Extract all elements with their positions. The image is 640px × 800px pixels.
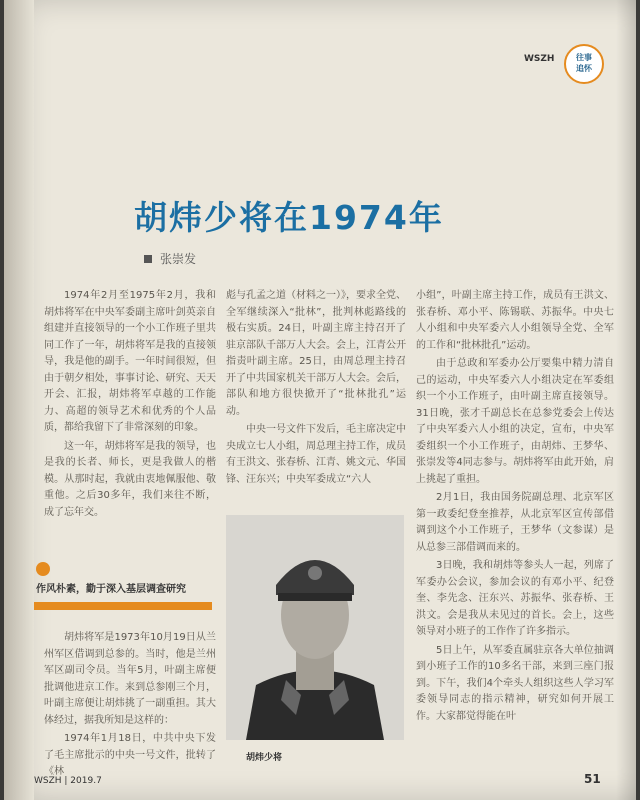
page-edge-shadow xyxy=(616,0,636,800)
badge-top-text: 往事 xyxy=(576,53,592,62)
column-2 xyxy=(226,288,406,490)
portrait-photo xyxy=(226,515,404,740)
paragraph: 2月1日，我由国务院副总理、北京军区第一政委纪登奎推荐，从北京军区宣传部借调到这个小工作班子，王梦华（文参谋）是从总参三部借调而来的。 xyxy=(416,492,614,553)
page-number: 51 xyxy=(584,772,601,786)
article-author xyxy=(144,250,196,267)
paragraph: 彪与孔孟之道（材料之一）》，要求全党、全军继续深入“批林”，批判林彪路线的极右实质。24日，叶副主席主持召开了驻京部队千部万人大会。会上，江青公开指责叶副主席。25日，由周总理主持召开了中共国家机关干部万人大会。会后，部队和地方很快掀开了“批林批孔”运动。 xyxy=(226,290,406,417)
magazine-page xyxy=(4,0,636,800)
paragraph: 小组”，叶副主席主持工作，成员有王洪文、张春桥、邓小平、陈锡联、苏振华。中央七人小组和中央军委六人小组领导全党、全军的工作和“批林批孔”运动。 xyxy=(416,290,614,351)
column-1 xyxy=(44,288,216,523)
section-heading: 作风朴素，勤于深入基层调查研究 xyxy=(36,584,186,595)
article-title: 胡炜少将在1974年 xyxy=(134,198,444,237)
paragraph: 5日上午，从军委直属驻京各大单位抽调到小班子工作的10多名干部，来到三座门报到。下午，我们4个牵头人组织这些人学习军委领导同志的指示精神，研究如何开展工作。大家都觉得能在叶 xyxy=(416,644,614,722)
paragraph: 1974年1月18日，中共中央下发了毛主席批示的中央一号文件，批转了《林 xyxy=(44,733,216,777)
paragraph: 由于总政和军委办公厅要集中精力清自己的运动，中央军委六人小组决定在军委组织一个小工作班子，由叶副主席直接领导。31日晚，张才千副总长在总参党委会上传达了中央军委六人小组的决定，宣布，中央军委组织一个小工作班子，由胡炜、王梦华、张崇发等4同志参与。胡炜将军由此开始，肩上挑起了重担。 xyxy=(416,358,614,485)
column-badge xyxy=(564,44,604,84)
section-underline xyxy=(34,602,212,610)
chevron-mark-icon xyxy=(36,562,50,576)
badge-bottom-text: 追怀 xyxy=(576,64,592,73)
paragraph: 3日晚，我和胡炜等参头人一起，列席了军委办公会议，参加会议的有邓小平、纪登奎、李先念、汪东兴、苏振华、张春桥、王洪文。会是我从未见过的首长。会上，这些领导对小班子的工作作了许多指示。 xyxy=(416,560,614,637)
paragraph: 这一年，胡炜将军是我的领导，也是我的长者、师长，更是我做人的楷模。从那时起，我就由衷地佩服他、敬重他。之后30多年，我们来往不断，成了忘年交。 xyxy=(44,440,216,518)
footer-issue: WSZH | 2019.7 xyxy=(34,776,102,786)
photo-caption: 胡炜少将 xyxy=(246,753,283,763)
paragraph: 胡炜将军是1973年10月19日从兰州军区借调到总参的。当时，他是兰州军区副司令员。当年5月，叶副主席便批调他进京工作。来到总参刚三个月，叶副主席便让胡炜挑了一副重担。其大体经过，据我所知是这样的： xyxy=(44,632,216,726)
page-spine xyxy=(4,0,34,800)
magazine-code: WSZH xyxy=(524,54,555,64)
column-3 xyxy=(416,288,614,727)
author-square-icon xyxy=(144,255,152,263)
paragraph: 1974年2月至1975年2月，我和胡炜将军在中央军委副主席叶剑英亲自组建并直接领导的一个小工作班子里共同工作了一年，胡炜将军是我的直接领导，我是他的副手。一年时间很短，但由于朝夕相处，事事讨论、研究、天天开会、汇报，胡炜将军卓越的工作能力、高超的领导艺术和优秀的个人品质，都给我留下了非常深刻的印象。 xyxy=(44,290,216,433)
column-1-lower xyxy=(44,630,216,783)
author-name: 张崇发 xyxy=(160,252,197,266)
paragraph: 中央一号文件下发后，毛主席决定中央成立七人小组，周总理主持工作，成员有王洪文、张春桥、江青、姚文元、华国锋、汪东兴；中央军委成立“六人 xyxy=(226,424,406,485)
